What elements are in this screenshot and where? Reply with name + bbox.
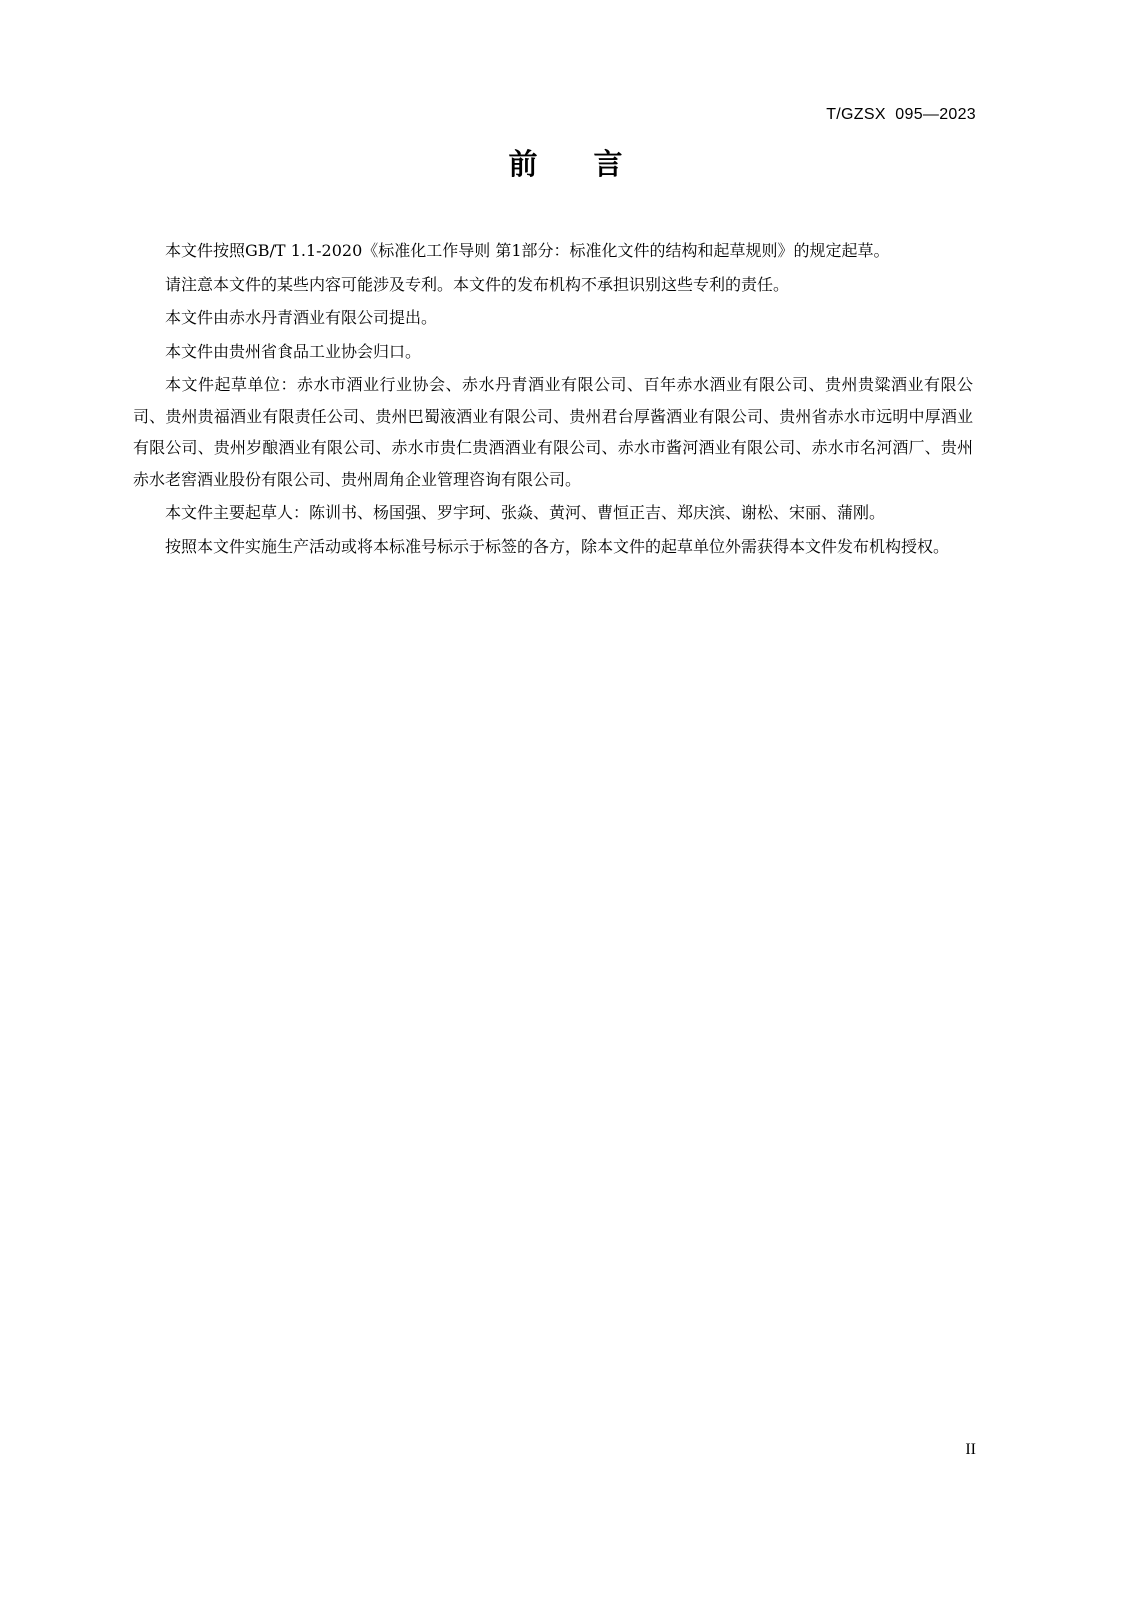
paragraph-drafting-rules: 本文件按照GB/T 1.1-2020《标准化工作导则 第1部分：标准化文件的结构和起草规则》的规定起草。 (165, 241, 890, 260)
paragraph-patent-notice: 请注意本文件的某些内容可能涉及专利。本文件的发布机构不承担识别这些专利的责任。 (165, 274, 790, 294)
paragraph-centralized-by: 本文件由贵州省食品工业协会归口。 (165, 341, 422, 361)
paragraph-proposer: 本文件由赤水丹青酒业有限公司提出。 (165, 308, 438, 327)
foreword-body (133, 235, 973, 564)
page-title: 前言 (508, 147, 679, 181)
document-code: T/GZSX 095—2023 (826, 106, 976, 123)
paragraph-drafters: 本文件主要起草人：陈训书、杨国强、罗宇珂、张焱、黄河、曹恒正吉、郑庆滨、谢松、宋丽、蒲刚。 (165, 503, 886, 522)
paragraph-authorization: 按照本文件实施生产活动或将本标准号标示于标签的各方，除本文件的起草单位外需获得本文件发布机构授权。 (165, 536, 950, 556)
paragraph-drafting-units: 本文件起草单位：赤水市酒业行业协会、赤水丹青酒业有限公司、百年赤水酒业有限公司、贵州贵粱酒业有限公司、贵州贵福酒业有限责任公司、贵州巴蜀液酒业有限公司、贵州君台厚酱酒业有限公司、贵州省赤水市远明中厚酒业有限公司、贵州岁酿酒业有限公司、赤水市贵仁贵酒酒业有限公司、赤水市酱河酒业有限公司、赤水市名河酒厂、贵州赤水老窖酒业股份有限公司、贵州周角企业管理咨询有限公司。 (133, 375, 973, 489)
page-number: II (965, 1441, 976, 1458)
